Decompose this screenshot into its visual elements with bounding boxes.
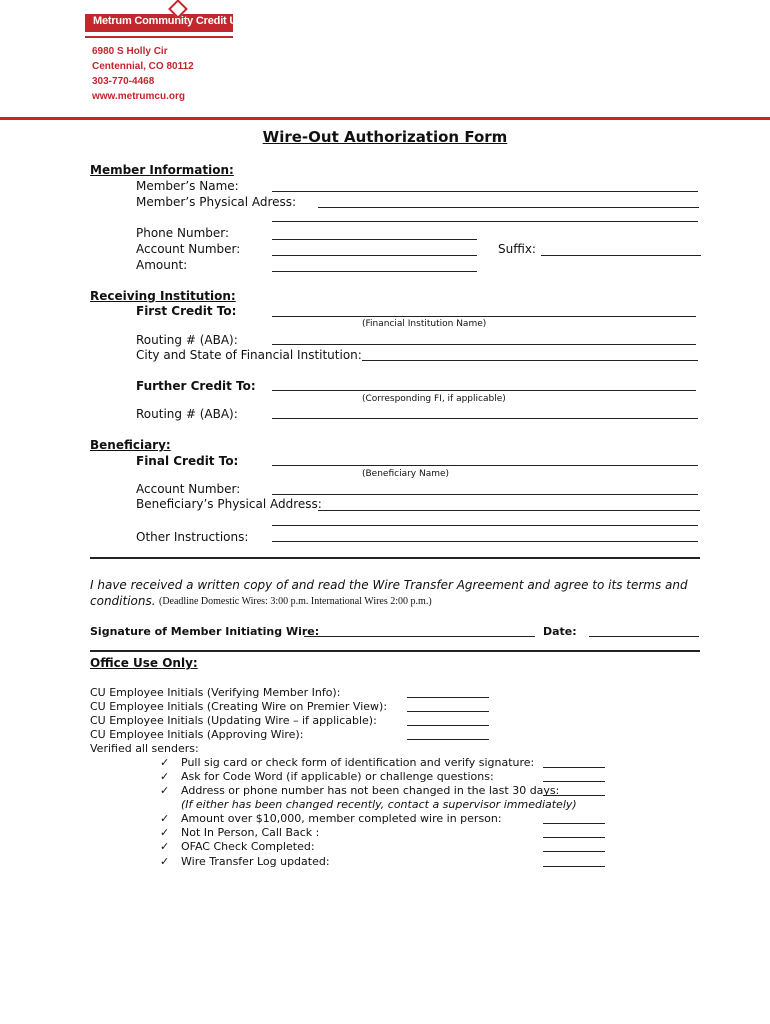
first-credit-label: First Credit To:	[136, 304, 237, 318]
address-website[interactable]: www.metrumcu.org	[92, 91, 185, 102]
check-ofac-field[interactable]	[543, 851, 605, 852]
check-icon: ✓	[160, 770, 170, 783]
initials-approve-label: CU Employee Initials (Approving Wire):	[90, 728, 304, 741]
check-sig-card-label: Pull sig card or check form of identification and verify signature:	[181, 756, 535, 769]
check-code-word-label: Ask for Code Word (if applicable) or challenge questions:	[181, 770, 494, 783]
routing-field[interactable]	[272, 344, 696, 345]
initials-create-label: CU Employee Initials (Creating Wire on Premier View):	[90, 700, 388, 713]
beneficiary-name-caption: (Beneficiary Name)	[362, 469, 450, 479]
further-credit-label: Further Credit To:	[136, 379, 256, 393]
initials-update-field[interactable]	[407, 725, 489, 726]
check-icon: ✓	[160, 812, 170, 825]
supervisor-note: (If either has been changed recently, contact a supervisor immediately)	[181, 798, 577, 811]
signature-field[interactable]	[304, 636, 535, 637]
fi-name-caption: (Financial Institution Name)	[362, 319, 487, 329]
final-credit-label: Final Credit To:	[136, 454, 239, 468]
verified-senders-label: Verified all senders:	[90, 742, 199, 755]
routing-label: Routing # (ABA):	[136, 333, 238, 347]
section-divider	[90, 557, 700, 559]
suffix-field[interactable]	[541, 255, 701, 256]
check-icon: ✓	[160, 756, 170, 769]
check-log-field[interactable]	[543, 866, 605, 867]
date-label: Date:	[543, 625, 577, 638]
check-amount-label: Amount over $10,000, member completed wire in person:	[181, 812, 502, 825]
initials-verify-field[interactable]	[407, 697, 489, 698]
check-amount-field[interactable]	[543, 823, 605, 824]
check-address-field[interactable]	[543, 795, 605, 796]
check-call-back-field[interactable]	[543, 837, 605, 838]
logo-rule	[85, 36, 233, 38]
first-credit-field[interactable]	[272, 316, 696, 317]
check-code-word-field[interactable]	[543, 781, 605, 782]
office-heading: Office Use Only:	[90, 656, 198, 670]
beneficiary-heading: Beneficiary:	[90, 438, 171, 452]
credit-union-name: Metrum Community Credit Union	[93, 15, 260, 27]
member-address-field-2[interactable]	[272, 221, 698, 222]
check-call-back-label: Not In Person, Call Back :	[181, 826, 320, 839]
phone-field[interactable]	[272, 239, 477, 240]
further-credit-field[interactable]	[272, 390, 696, 391]
other-instructions-field[interactable]	[272, 541, 698, 542]
member-heading: Member Information:	[90, 163, 234, 177]
initials-create-field[interactable]	[407, 711, 489, 712]
beneficiary-address-label: Beneficiary’s Physical Address:	[136, 497, 322, 511]
member-address-field[interactable]	[318, 207, 699, 208]
office-divider	[90, 650, 700, 652]
signature-label: Signature of Member Initiating Wire:	[90, 625, 320, 638]
check-icon: ✓	[160, 826, 170, 839]
initials-verify-label: CU Employee Initials (Verifying Member Info):	[90, 686, 341, 699]
check-icon: ✓	[160, 855, 170, 868]
header-divider	[0, 117, 770, 120]
amount-field[interactable]	[272, 271, 477, 272]
beneficiary-address-field-2[interactable]	[272, 525, 698, 526]
phone-label: Phone Number:	[136, 226, 230, 240]
date-field[interactable]	[589, 636, 699, 637]
beneficiary-account-label: Account Number:	[136, 482, 241, 496]
routing2-field[interactable]	[272, 418, 698, 419]
routing2-label: Routing # (ABA):	[136, 407, 238, 421]
corresponding-fi-caption: (Corresponding FI, if applicable)	[362, 394, 506, 404]
beneficiary-address-field[interactable]	[318, 510, 700, 511]
account-field[interactable]	[272, 255, 477, 256]
check-icon: ✓	[160, 840, 170, 853]
address-phone: 303-770-4468	[92, 76, 155, 87]
member-name-field[interactable]	[272, 191, 698, 192]
receiving-heading: Receiving Institution:	[90, 289, 236, 303]
check-address-label: Address or phone number has not been changed in the last 30 days:	[181, 784, 560, 797]
deadline-note: (Deadline Domestic Wires: 3:00 p.m. International Wires 2:00 p.m.)	[159, 596, 432, 607]
check-sig-card-field[interactable]	[543, 767, 605, 768]
account-label: Account Number:	[136, 242, 241, 256]
check-icon: ✓	[160, 784, 170, 797]
address-street: 6980 S Holly Cir	[92, 46, 168, 57]
agreement-line-2: conditions.	[90, 594, 156, 608]
page-title: Wire-Out Authorization Form	[262, 128, 508, 146]
city-state-field[interactable]	[362, 360, 698, 361]
check-log-label: Wire Transfer Log updated:	[181, 855, 330, 868]
other-instructions-label: Other Instructions:	[136, 530, 249, 544]
address-city: Centennial, CO 80112	[92, 61, 194, 72]
member-name-label: Member’s Name:	[136, 179, 239, 193]
agreement-line-1: I have received a written copy of and read the Wire Transfer Agreement and agree to its terms and	[90, 578, 688, 592]
amount-label: Amount:	[136, 258, 188, 272]
beneficiary-account-field[interactable]	[272, 494, 698, 495]
check-ofac-label: OFAC Check Completed:	[181, 840, 315, 853]
suffix-label: Suffix:	[498, 242, 536, 256]
initials-update-label: CU Employee Initials (Updating Wire – if applicable):	[90, 714, 377, 727]
final-credit-field[interactable]	[272, 465, 698, 466]
member-address-label: Member’s Physical Adress:	[136, 195, 297, 209]
city-state-label: City and State of Financial Institution:	[136, 348, 362, 362]
initials-approve-field[interactable]	[407, 739, 489, 740]
